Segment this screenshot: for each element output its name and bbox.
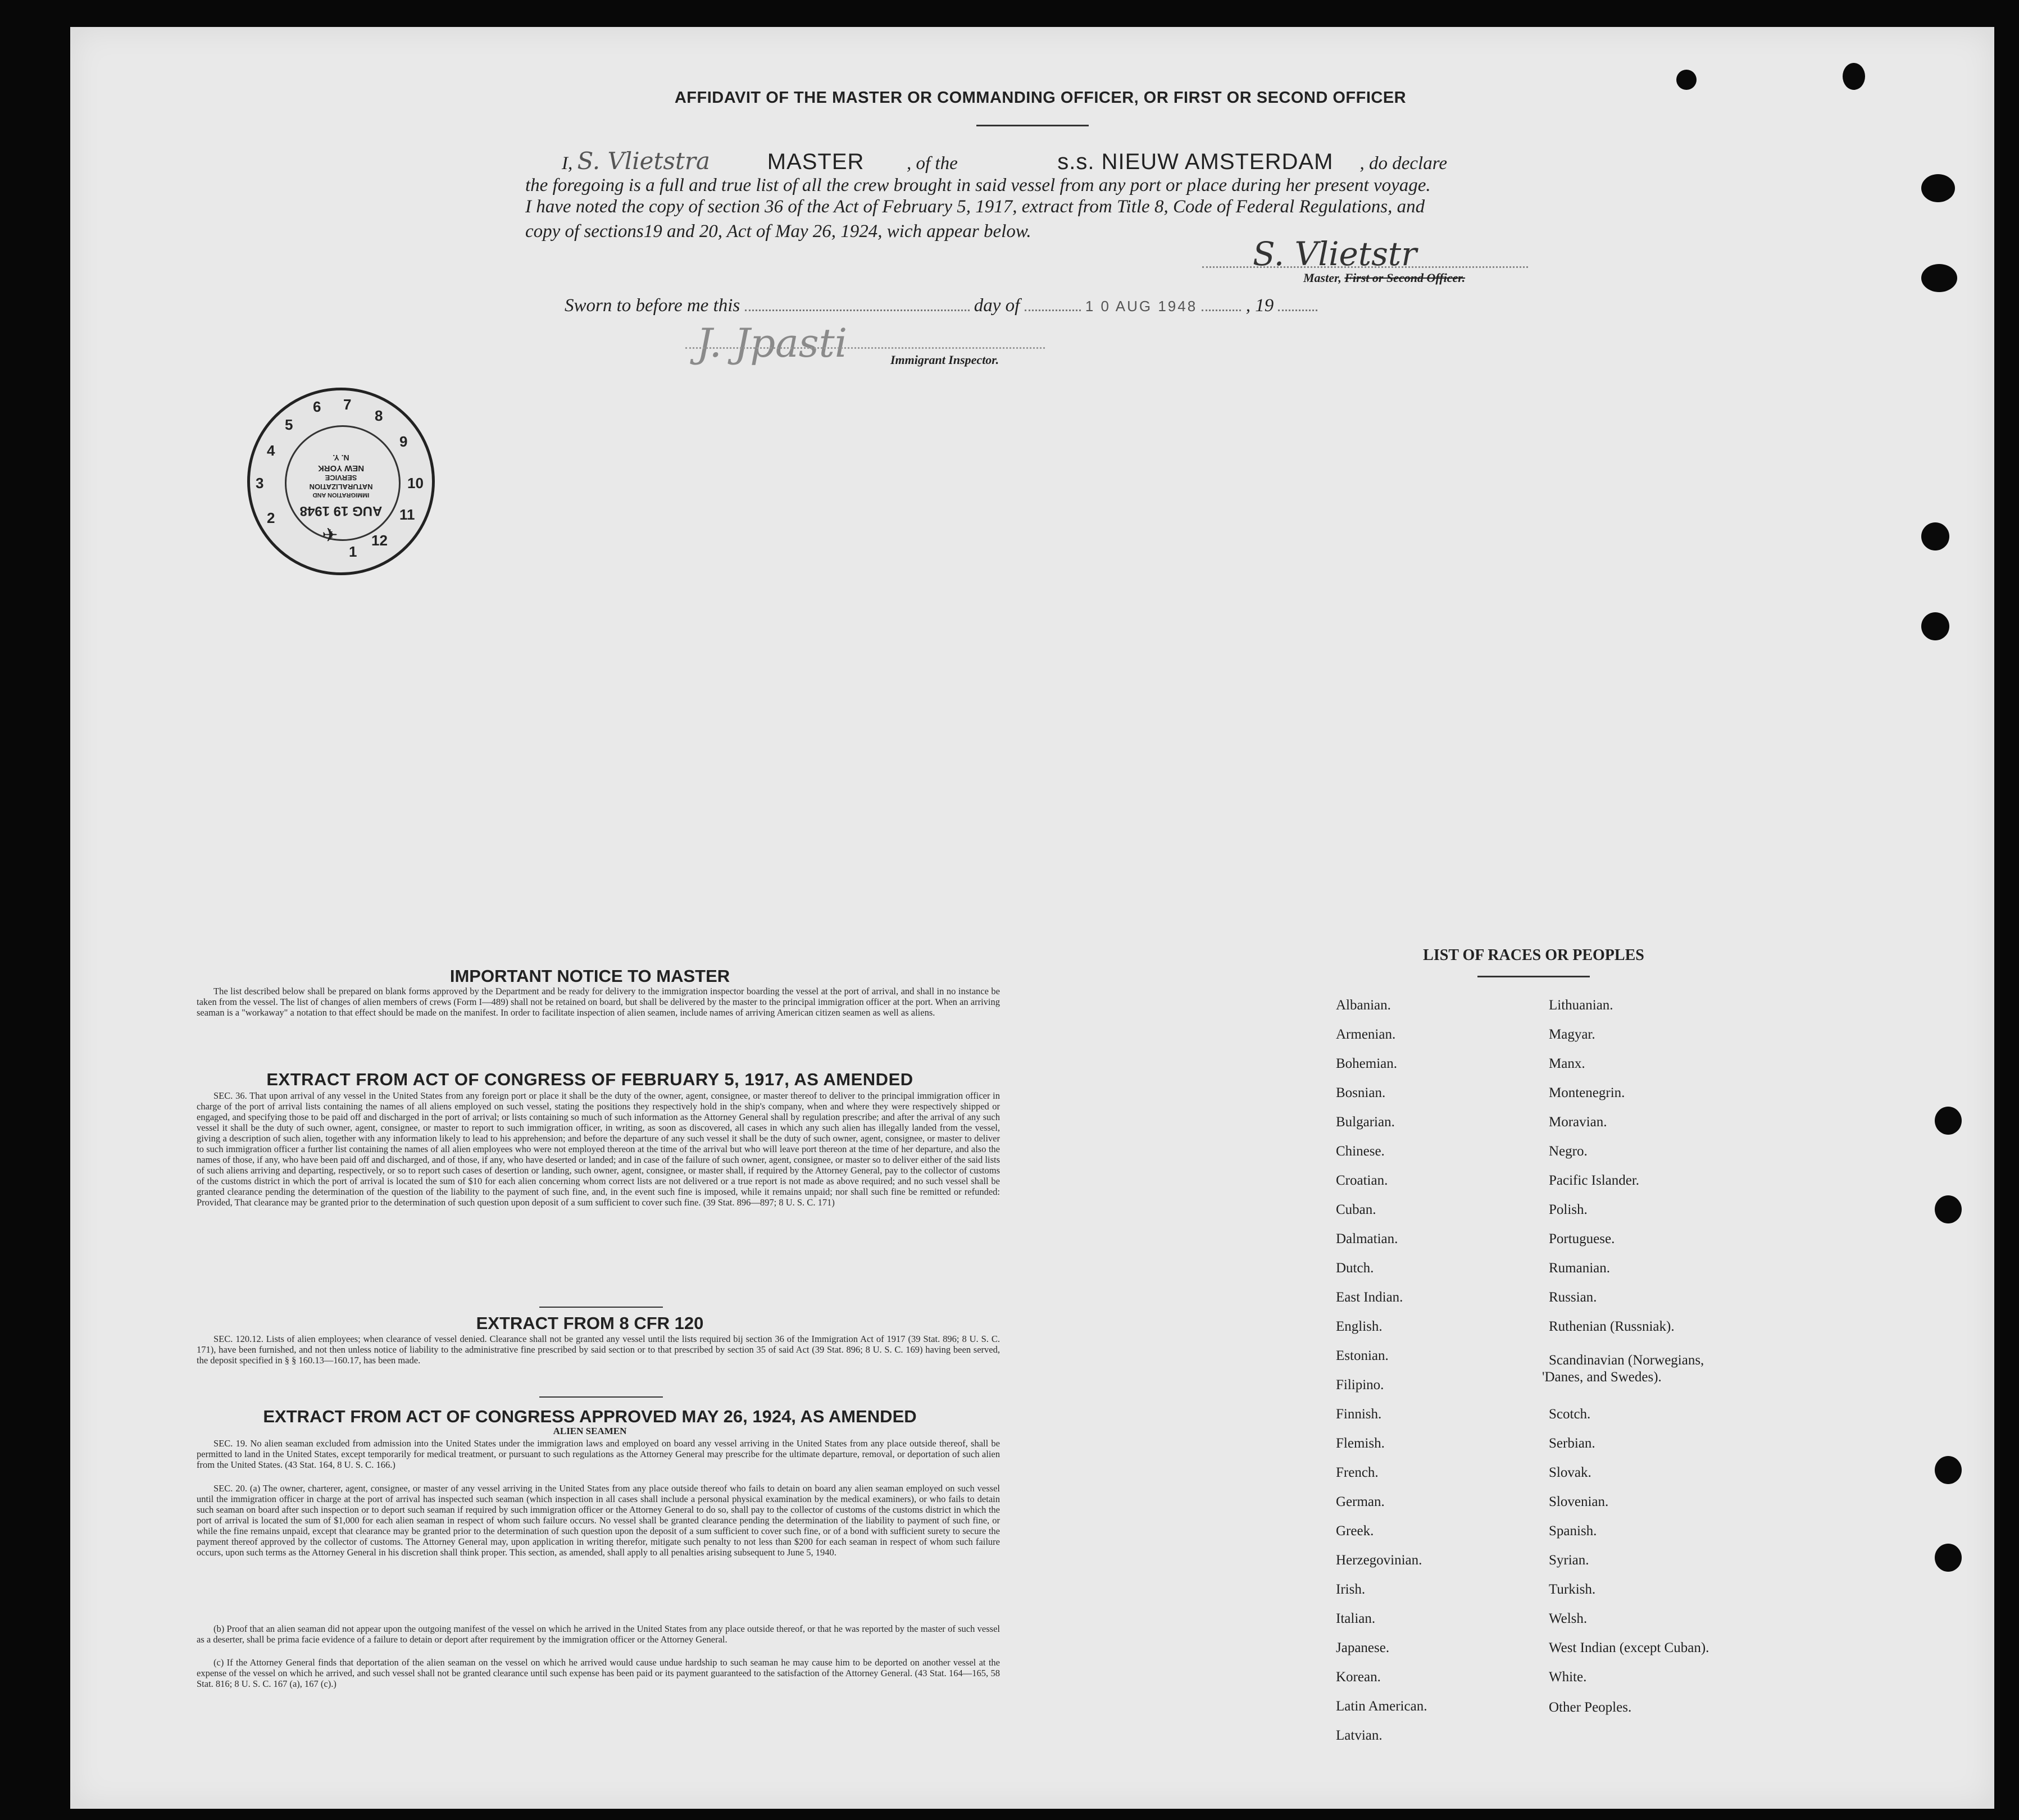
sworn-line <box>565 295 1317 316</box>
stamp-hour: 12 <box>371 532 388 549</box>
races-title-rule <box>1477 976 1590 977</box>
punch-hole <box>1921 612 1949 640</box>
stamp-hour: 9 <box>399 433 408 450</box>
race-item: Korean. <box>1336 1669 1381 1685</box>
stamp-hour: 4 <box>267 442 275 459</box>
race-item: Ruthenian (Russniak). <box>1549 1319 1675 1334</box>
race-item: Moravian. <box>1549 1114 1607 1130</box>
officer-label-struck: First or Second Officer. <box>1344 271 1466 285</box>
punch-hole <box>1921 174 1955 202</box>
stamp-hour: 1 <box>349 543 357 560</box>
immigration-service-stamp <box>247 388 435 575</box>
notice-heading: IMPORTANT NOTICE TO MASTER <box>449 966 730 986</box>
race-item: Greek. <box>1336 1523 1374 1539</box>
year-label: , 19 <box>1245 295 1274 316</box>
race-item: Slovak. <box>1549 1465 1591 1480</box>
title-rule <box>976 125 1089 126</box>
race-item: Latin American. <box>1336 1699 1427 1714</box>
race-item: Portuguese. <box>1549 1231 1615 1246</box>
race-item: German. <box>1336 1494 1385 1509</box>
race-item: Albanian. <box>1336 998 1391 1013</box>
race-item: Scandinavian (Norwegians, <box>1549 1353 1704 1368</box>
inspector-label: Immigrant Inspector. <box>890 353 999 367</box>
race-item: West Indian (except Cuban). <box>1549 1640 1709 1655</box>
race-item: Japanese. <box>1336 1640 1390 1655</box>
races-title: LIST OF RACES OR PEOPLES <box>1423 947 1644 964</box>
do-declare-label: , do declare <box>1359 153 1447 174</box>
punch-hole <box>1935 1107 1962 1135</box>
stamp-city: NEW YORK <box>317 463 365 473</box>
extract-1924-sec20b: (b) Proof that an alien seaman did not appear upon the outgoing manifest of the vessel on which he arrived in the United States from any place outside thereof, or that he was reported by the master of such vessel as a deserter, shall be prima facie evidence of a failure to detain or deport after requirement by the immigration officer or the Attorney General. <box>197 1623 1000 1645</box>
stamp-date: AUG 19 1948 <box>299 503 383 518</box>
affidavit-title: AFFIDAVIT OF THE MASTER OR COMMANDING OFFICER, OR FIRST OR SECOND OFFICER <box>674 89 1407 107</box>
punch-hole <box>1843 63 1865 90</box>
stamp-state: N. Y. <box>333 453 349 462</box>
punch-hole <box>1921 522 1949 550</box>
race-item: Flemish. <box>1336 1436 1385 1451</box>
race-item: Magyar. <box>1549 1027 1595 1042</box>
master-signature-mark: S. Vlietstr <box>1253 235 1417 273</box>
extract-1924-sec20a: SEC. 20. (a) The owner, charterer, agent, consignee, or master of any vessel arriving in the United States from any place outside thereof who fails to detain on board any alien seaman employed on such vessel until the immigration officer in charge at the port of arrival has inspected such seaman (which inspection in all cases shall include a personal physical examination by the medical examiners), or who fails to detain such seaman on board after such inspection or to deport such seaman if required by such immigration officer or the Attorney General to do so, shall pay to the collector of customs of the customs district in which the port of arrival is located the sum of $1,000 for each alien seaman in respect of whom such failure occurs. No vessel shall be granted clearance pending the determination of the liability to payment of such fine, or while the fine remains unpaid, except that clearance may be granted prior to the determination of such question upon the deposit of a sum sufficient to cover such fine, or of a bond with sufficient surety to secure the payment thereof approved by the collector of customs. The Attorney General may, upon application in writing therefor, mitigate such penalty to not less than $200 for each seaman in respect of whom such failure occurs, upon such terms as the Attorney General in his discretion shall think proper. This section, as amended, shall apply to all penalties arising subsequent to June 5, 1940. <box>197 1483 1000 1558</box>
extract-1917-text: SEC. 36. That upon arrival of any vessel in the United States from any foreign port or place it shall be the duty of the owner, agent, consignee, or master thereof to deliver to the principal immigration officer in charge of the port of arrival lists containing the names of all aliens employed on such vessel, stating the positions they respectively hold in the ship's company, when and where they were respectively shipped or engaged, and specifying those to be paid off and discharged in the port of arrival; or lists containing so much of such information as the Attorney General shall by regulation prescribe; and after the arrival of any such vessel it shall be the duty of such owner, agent, consignee, or master to report to such immigration officer, in writing, as soon as discovered, all cases in which any such alien has illegally landed from the vessel, giving a description of such alien, together with any information likely to lead to his apprehension; and before the departure of any such vessel it shall be the duty of such owner, agent, consignee, or master to deliver to such immigration officer a further list containing the names of all alien employees who were not employed thereon at the time of the arrival but who will leave port thereon at the time of her departure, and also the names of those, if any, who have been paid off and discharged, and of those, if any, who have deserted or landed; and in case of the failure of such owner, agent, consignee, or master so to deliver either of the said lists of such aliens arriving and departing, respectively, or so to report such cases of desertion or landing, such owner, agent, consignee, or master shall, if required by the Attorney General, pay to the collector of customs of the customs district in which the port of arrival is located the sum of $10 for each alien concerning whom correct lists are not delivered or a true report is not made as above required; and no such vessel shall be granted clearance pending the determination of the question of the liability to the payment of such fine, and, in the event such fine is imposed, while it remains unpaid; nor shall such fine be remitted or refunded: Provided, That clearance may be granted prior to the determination of such question upon deposit of a sum sufficient to cover such fine. (39 Stat. 896—897; 8 U. S. C. 171) <box>197 1090 1000 1208</box>
race-item: Turkish. <box>1549 1582 1596 1597</box>
stamp-hour: 7 <box>343 396 352 413</box>
extract-1924-sec19: SEC. 19. No alien seaman excluded from admission into the United States under the immigration laws and employed on board any vessel arriving in the United States from any place outside thereof, shall be permitted to land in the United States, except temporarily for medical treatment, or pursuant to such regulations as the Attorney General may prescribe for the ultimate departure, removal, or deportation of such alien from the United States. (43 Stat. 164, 8 U. S. C. 166.) <box>197 1438 1000 1470</box>
race-item: Polish. <box>1549 1202 1588 1217</box>
stamp-hour: 3 <box>256 475 264 492</box>
race-item: Italian. <box>1336 1611 1376 1626</box>
race-item: Dalmatian. <box>1336 1231 1398 1246</box>
race-item: Irish. <box>1336 1582 1366 1597</box>
race-item: Montenegrin. <box>1549 1085 1625 1100</box>
race-item: Manx. <box>1549 1056 1585 1071</box>
sworn-blank <box>745 310 970 311</box>
race-item: Scotch. <box>1549 1407 1591 1422</box>
master-title-line <box>1303 271 1465 285</box>
rank-field: MASTER <box>767 149 865 174</box>
separator-rule <box>539 1396 663 1398</box>
date-stamp: 1 0 AUG 1948 <box>1085 298 1198 315</box>
stamp-agency-line-3: SERVICE <box>325 474 357 482</box>
day-blank <box>1025 310 1081 311</box>
race-item: Lithuanian. <box>1549 998 1613 1013</box>
day-label: day of <box>974 295 1020 316</box>
affidavit-line-4: copy of sections19 and 20, Act of May 26, 1924, wich appear below. <box>525 221 1031 242</box>
stamp-hour: 6 <box>313 398 321 415</box>
punch-hole <box>1935 1456 1962 1484</box>
race-item: Chinese. <box>1336 1144 1385 1159</box>
stamp-hour: 10 <box>407 475 424 492</box>
race-item: White. <box>1549 1669 1587 1685</box>
extract-1917-heading: EXTRACT FROM ACT OF CONGRESS OF FEBRUARY 5, 1917, AS AMENDED <box>266 1070 913 1089</box>
race-item: Welsh. <box>1549 1611 1588 1626</box>
master-label: Master, <box>1303 271 1342 285</box>
inspector-signature: J. Jpasti <box>697 320 848 366</box>
inspector-signature-dots <box>685 347 1045 349</box>
punch-hole <box>1935 1195 1962 1223</box>
race-item: East Indian. <box>1336 1290 1403 1305</box>
race-item: 'Danes, and Swedes). <box>1542 1369 1662 1385</box>
race-item: Finnish. <box>1336 1407 1382 1422</box>
stamp-emblem: ✈ <box>322 524 338 547</box>
race-item: Latvian. <box>1336 1728 1383 1743</box>
vessel-field: s.s. NIEUW AMSTERDAM <box>1057 149 1334 174</box>
race-item: Bulgarian. <box>1336 1114 1395 1130</box>
separator-rule <box>539 1307 663 1308</box>
extract-cfr-text: SEC. 120.12. Lists of alien employees; when clearance of vessel denied. Clearance shall not be granted any vessel until the lists required bij section 36 of the Immigration Act of 1917 (39 Stat. 896; 8 U. S. C. 171), have been furnished, and not then unless notice of liability to the administrative fine prescribed by said section or to that prescribed by section 35 of said Act (39 Stat. 896; 8 U. S. C. 169) having been served, the deposit specified in § § 160.13—160.17, has been made. <box>197 1334 1000 1366</box>
race-item: Spanish. <box>1549 1523 1597 1539</box>
affidavit-line-2: the foregoing is a full and true list of all the crew brought in said vessel from any port or place during her present voyage. <box>525 175 1431 195</box>
affidavit-line-1 <box>562 147 1447 175</box>
race-item: Pacific Islander. <box>1549 1173 1640 1188</box>
master-signature-written: S. Vlietstra <box>577 147 710 175</box>
race-item: Bosnian. <box>1336 1085 1386 1100</box>
punch-hole <box>1935 1544 1962 1572</box>
extract-1924-sec20c: (c) If the Attorney General finds that deportation of the alien seaman on the vessel on which he arrived would cause undue hardship to such seaman he may cause him to be deported on another vessel at the expense of the vessel on which he arrived, and such vessel shall not be granted clearance until such expense has been paid or its payment guaranteed to the satisfaction of the Attorney General. (43 Stat. 164—165, 58 Stat. 816; 8 U. S. C. 167 (a), 167 (c).) <box>197 1657 1000 1689</box>
of-the-label: , of the <box>907 153 958 174</box>
race-item: Cuban. <box>1336 1202 1376 1217</box>
stamp-hour: 5 <box>285 416 293 433</box>
race-item: Estonian. <box>1336 1348 1389 1363</box>
extract-1924-heading: EXTRACT FROM ACT OF CONGRESS APPROVED MAY 26, 1924, AS AMENDED <box>263 1407 917 1426</box>
date-blank <box>1202 310 1241 311</box>
extract-cfr-heading: EXTRACT FROM 8 CFR 120 <box>476 1313 704 1333</box>
punch-hole <box>1921 264 1957 292</box>
stamp-agency-line-2: NATURALIZATION <box>309 483 373 491</box>
year-blank <box>1278 310 1317 311</box>
race-item: English. <box>1336 1319 1383 1334</box>
race-item: Other Peoples. <box>1549 1700 1632 1715</box>
affidavit-line-3: I have noted the copy of section 36 of the Act of February 5, 1917, extract from Title 8, Code of Federal Regulations, and <box>525 197 1425 217</box>
race-item: Syrian. <box>1549 1553 1589 1568</box>
race-item: Slovenian. <box>1549 1494 1609 1509</box>
sworn-label: Sworn to before me this <box>565 295 740 316</box>
race-item: Negro. <box>1549 1144 1588 1159</box>
race-item: Herzegovinian. <box>1336 1553 1422 1568</box>
race-item: Russian. <box>1549 1290 1597 1305</box>
i-label: I, <box>562 153 573 174</box>
race-item: French. <box>1336 1465 1379 1480</box>
race-item: Armenian. <box>1336 1027 1396 1042</box>
signature-dots <box>1202 266 1528 268</box>
punch-hole <box>1676 70 1697 90</box>
race-item: Dutch. <box>1336 1261 1374 1276</box>
notice-text: The list described below shall be prepared on blank forms approved by the Department and be ready for delivery to the immigration inspector boarding the vessel at the port of arrival, and shall in no instance be taken from the vessel. The list of changes of alien members of crews (Form I—489) shall not be retained on board, but shall be delivered by the master to the principal immigration officer at the port. When an arriving seaman is a "workaway" a notation to that effect should be made on the manifest. In order to facilitate inspection of alien seamen, include names of arriving American citizen seamen as well as aliens. <box>197 986 1000 1018</box>
race-item: Croatian. <box>1336 1173 1388 1188</box>
stamp-agency-line-1: IMMIGRATION AND <box>312 492 370 498</box>
extract-1924-subheading: ALIEN SEAMEN <box>553 1426 627 1436</box>
race-item: Bohemian. <box>1336 1056 1398 1071</box>
stamp-hour: 8 <box>375 407 383 424</box>
race-item: Rumanian. <box>1549 1261 1611 1276</box>
race-item: Serbian. <box>1549 1436 1595 1451</box>
stamp-hour: 2 <box>267 509 275 526</box>
stamp-hour: 11 <box>399 506 415 523</box>
race-item: Filipino. <box>1336 1377 1384 1393</box>
